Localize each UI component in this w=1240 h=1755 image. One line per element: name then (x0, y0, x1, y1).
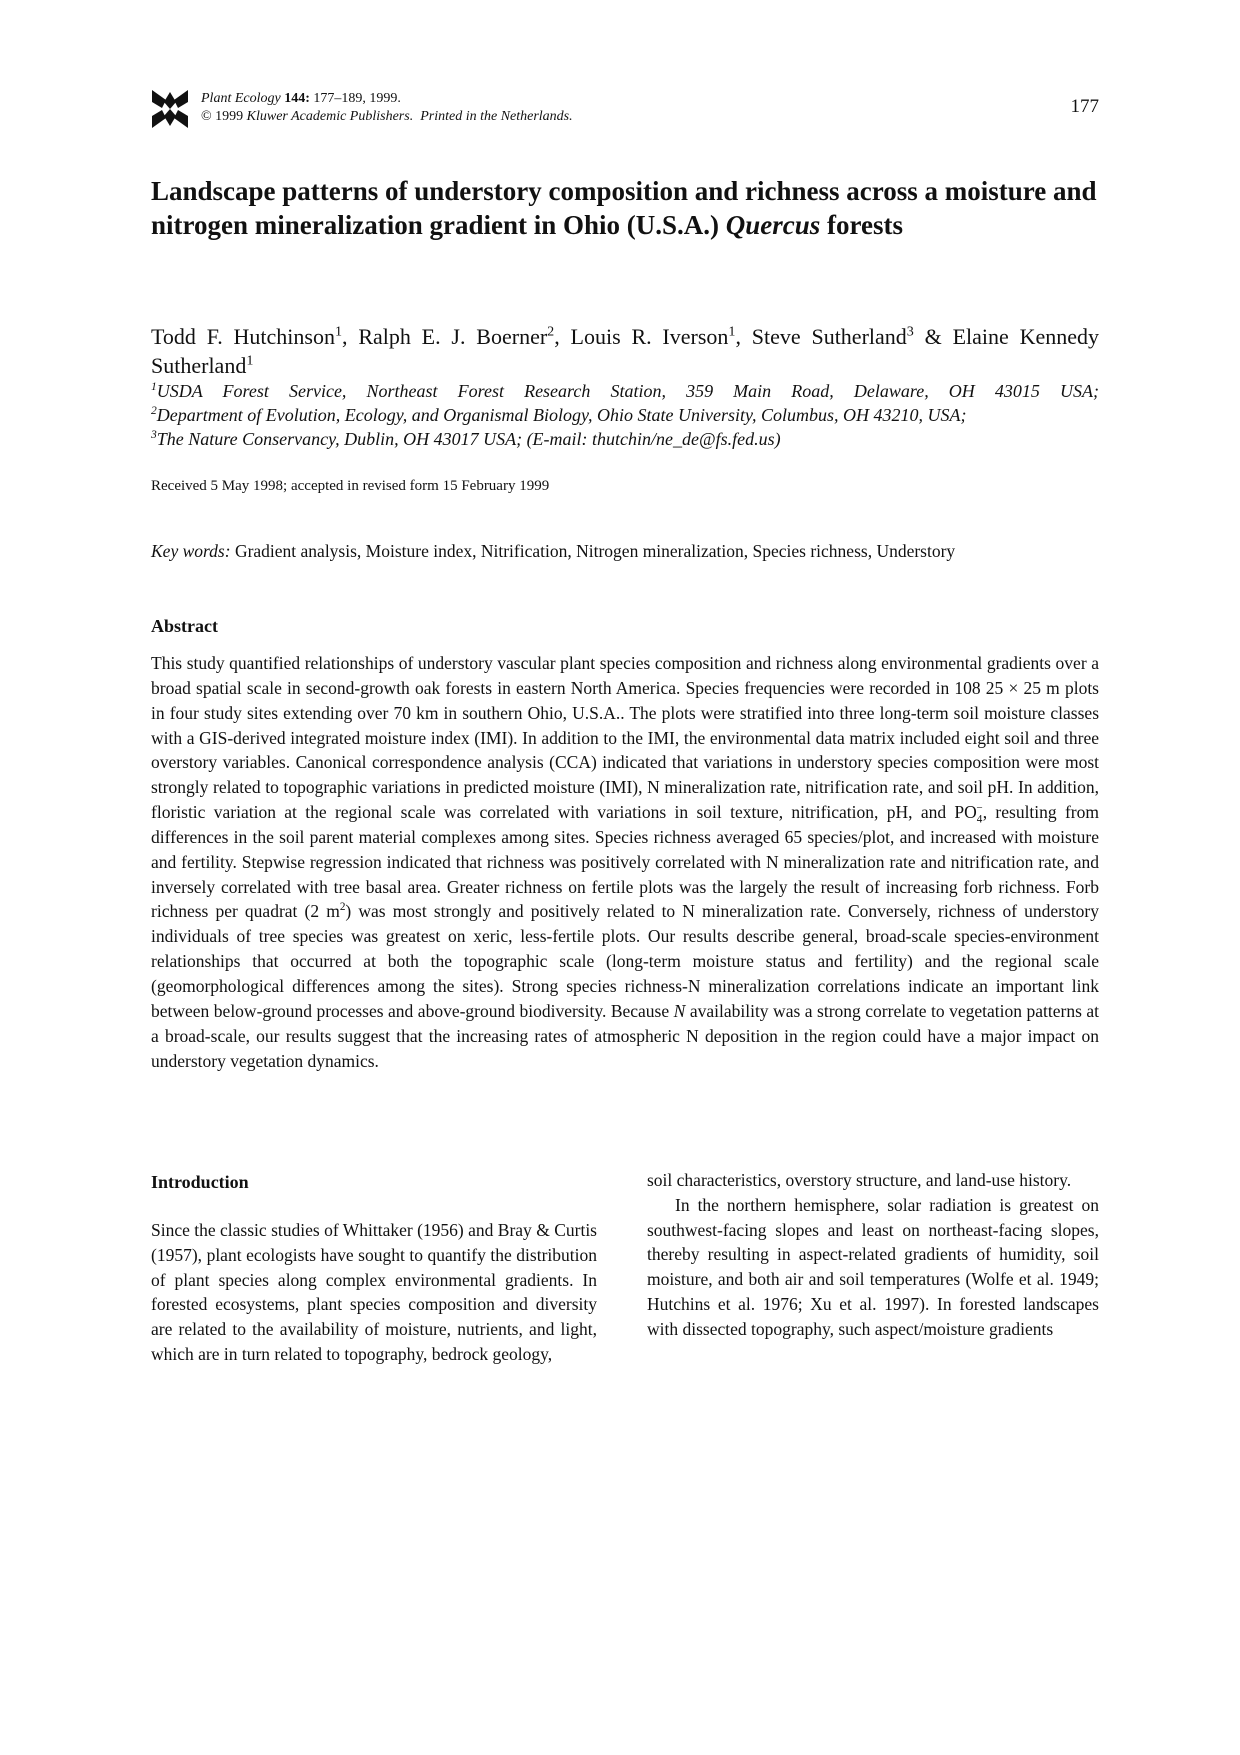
author-affil-mark: 2 (547, 323, 555, 340)
affiliation-number: 1 (151, 381, 157, 393)
affiliations (151, 379, 1099, 451)
author-name: Todd F. Hutchinson (151, 324, 335, 349)
abstract-heading: Abstract (151, 616, 218, 636)
affiliation-item (151, 379, 1099, 403)
copyright-line (201, 108, 573, 125)
title-main: Landscape patterns of understory composition and richness across a moisture and nitrogen mineralization gradient in Ohio (U.S.A.) (151, 176, 1097, 240)
author-separator: , (342, 324, 359, 349)
author-name: Ralph E. J. Boerner (358, 324, 548, 349)
intro-paragraph: soil characteristics, overstory structure, and land-use history. (647, 1170, 1072, 1190)
author-separator: , (554, 324, 571, 349)
copyright-symbol: © (201, 109, 212, 124)
abstract-text-part: , resulting from differences in the soil parent material complexes among sites. Species richness averaged 65 species/plot, and increased with moisture and fertility. Stepwise regression indicated that richness was positively correlated with N mineralization rate and nitrification rate, and inversely correlated with tree basal area. Greater richness on fertile plots was the largely the result of increasing forb richness. Forb richness per quadrat (2 m (151, 802, 1100, 922)
abstract-text-part: availability was a strong correlate to vegetation patterns at a broad-scale, our results suggest that the increasing rates of atmospheric N deposition in the region could have a major impact on understory vegetation dynamics. (151, 1000, 1100, 1071)
intro-left-column (151, 1218, 597, 1367)
author-affil-mark: 3 (906, 323, 914, 340)
affiliation-text: The Nature Conservancy, Dublin, OH 43017 USA; (E-mail: thutchin/ne_de@fs.fed.us) (156, 429, 781, 449)
introduction-heading: Introduction (151, 1172, 249, 1192)
publisher-name: Kluwer Academic Publishers. (246, 109, 414, 124)
abstract-text-part: ) was most strongly and positively related to N mineralization rate. Conversely, richness of understory individuals of tree species was greatest on xeric, less-fertile plots. Our results describe general, broad-scale species-environment relationships that occurred at both the topographic scale (long-term moisture status and fertility) and the regional scale (geomorphological differences among the sites). Strong species richness-N mineralization correlations indicate an important link between below-ground processes and above-ground biodiversity. Because (151, 901, 1100, 1021)
received-dates: Received 5 May 1998; accepted in revised form 15 February 1999 (151, 478, 550, 494)
journal-pages-year: 177–189, 1999. (313, 91, 401, 106)
copyright-year: 1999 (215, 109, 244, 124)
m2-superscript: 2 (339, 901, 346, 914)
po4-subscript: 4 (976, 813, 983, 826)
printed-note: Printed in the Netherlands. (420, 109, 573, 124)
affiliation-item (151, 427, 1099, 451)
author-name: Elaine Kennedy Sutherland (151, 324, 1099, 378)
keywords-text: Gradient analysis, Moisture index, Nitrification, Nitrogen mineralization, Species richness, Understory (234, 541, 956, 561)
affiliation-number: 2 (151, 405, 157, 417)
intro-paragraph: In the northern hemisphere, solar radiation is greatest on southwest-facing slopes and least on northeast-facing slopes, thereby resulting in aspect-related gradients of humidity, soil moisture, and both air and soil temperatures (Wolfe et al. 1949; Hutchins et al. 1976; Xu et al. 1997). In forested landscapes with dissected topography, such aspect/moisture gradients (647, 1194, 1099, 1339)
affiliation-item (151, 403, 1099, 427)
abstract-text-part: This study quantified relationships of understory vascular plant species composition and richness along environmental gradients over a broad spatial scale in second-growth oak forests in eastern North America. Species frequencies were recorded in 108 25 × 25 m plots in four study sites extending over 70 km in southern Ohio, U.S.A.. The plots were stratified into three long-term soil moisture classes with a GIS-derived integrated moisture index (IMI). In addition to the IMI, the environmental data matrix included eight soil and three overstory variables. Canonical correspondence analysis (CCA) indicated that variations in understory species composition were most strongly related to topographic variations in predicted moisture (IMI), N mineralization rate, nitrification rate, and soil pH. In addition, floristic variation at the regional scale was correlated with variations in soil texture, nitrification, pH, and PO (151, 653, 1099, 823)
author-affil-mark: 1 (728, 323, 736, 340)
intro-right-column (647, 1168, 1099, 1342)
keywords (151, 541, 1099, 562)
affiliation-text: Department of Evolution, Ecology, and Organismal Biology, Ohio State University, Columbus, OH 43210, USA; (156, 405, 967, 425)
title-tail: forests (827, 210, 904, 240)
journal-volume: 144: (284, 91, 310, 106)
author-affil-mark: 1 (334, 323, 342, 340)
intro-paragraph: Since the classic studies of Whittaker (1956) and Bray & Curtis (1957), plant ecologists have sought to quantify the distribution of plant species along complex environmental gradients. In forested ecosystems, plant species composition and diversity are related to the availability of moisture, nutrients, and light, which are in turn related to topography, bedrock geology, (151, 1220, 597, 1364)
author-separator: & (913, 324, 953, 349)
author-name: Louis R. Iverson (570, 324, 729, 349)
affiliation-number: 3 (151, 429, 157, 441)
po4-superscript: − (976, 802, 983, 815)
author-list (151, 322, 1099, 380)
paper-title (151, 174, 1099, 242)
journal-name: Plant Ecology (201, 91, 281, 106)
publisher-logo-icon (152, 88, 188, 130)
keywords-label: Key words: (151, 541, 231, 561)
title-italic-genus: Quercus (725, 210, 821, 240)
author-affil-mark: 1 (246, 352, 254, 369)
abstract-body (151, 651, 1099, 1073)
affiliation-text: USDA Forest Service, Northeast Forest Research Station, 359 Main Road, Delaware, OH 43015 USA; (156, 381, 1099, 401)
abstract-italic-n: N (673, 1000, 686, 1021)
author-name: Steve Sutherland (751, 324, 907, 349)
journal-citation (201, 90, 401, 107)
page-number: 177 (1070, 96, 1099, 117)
author-separator: , (735, 324, 752, 349)
